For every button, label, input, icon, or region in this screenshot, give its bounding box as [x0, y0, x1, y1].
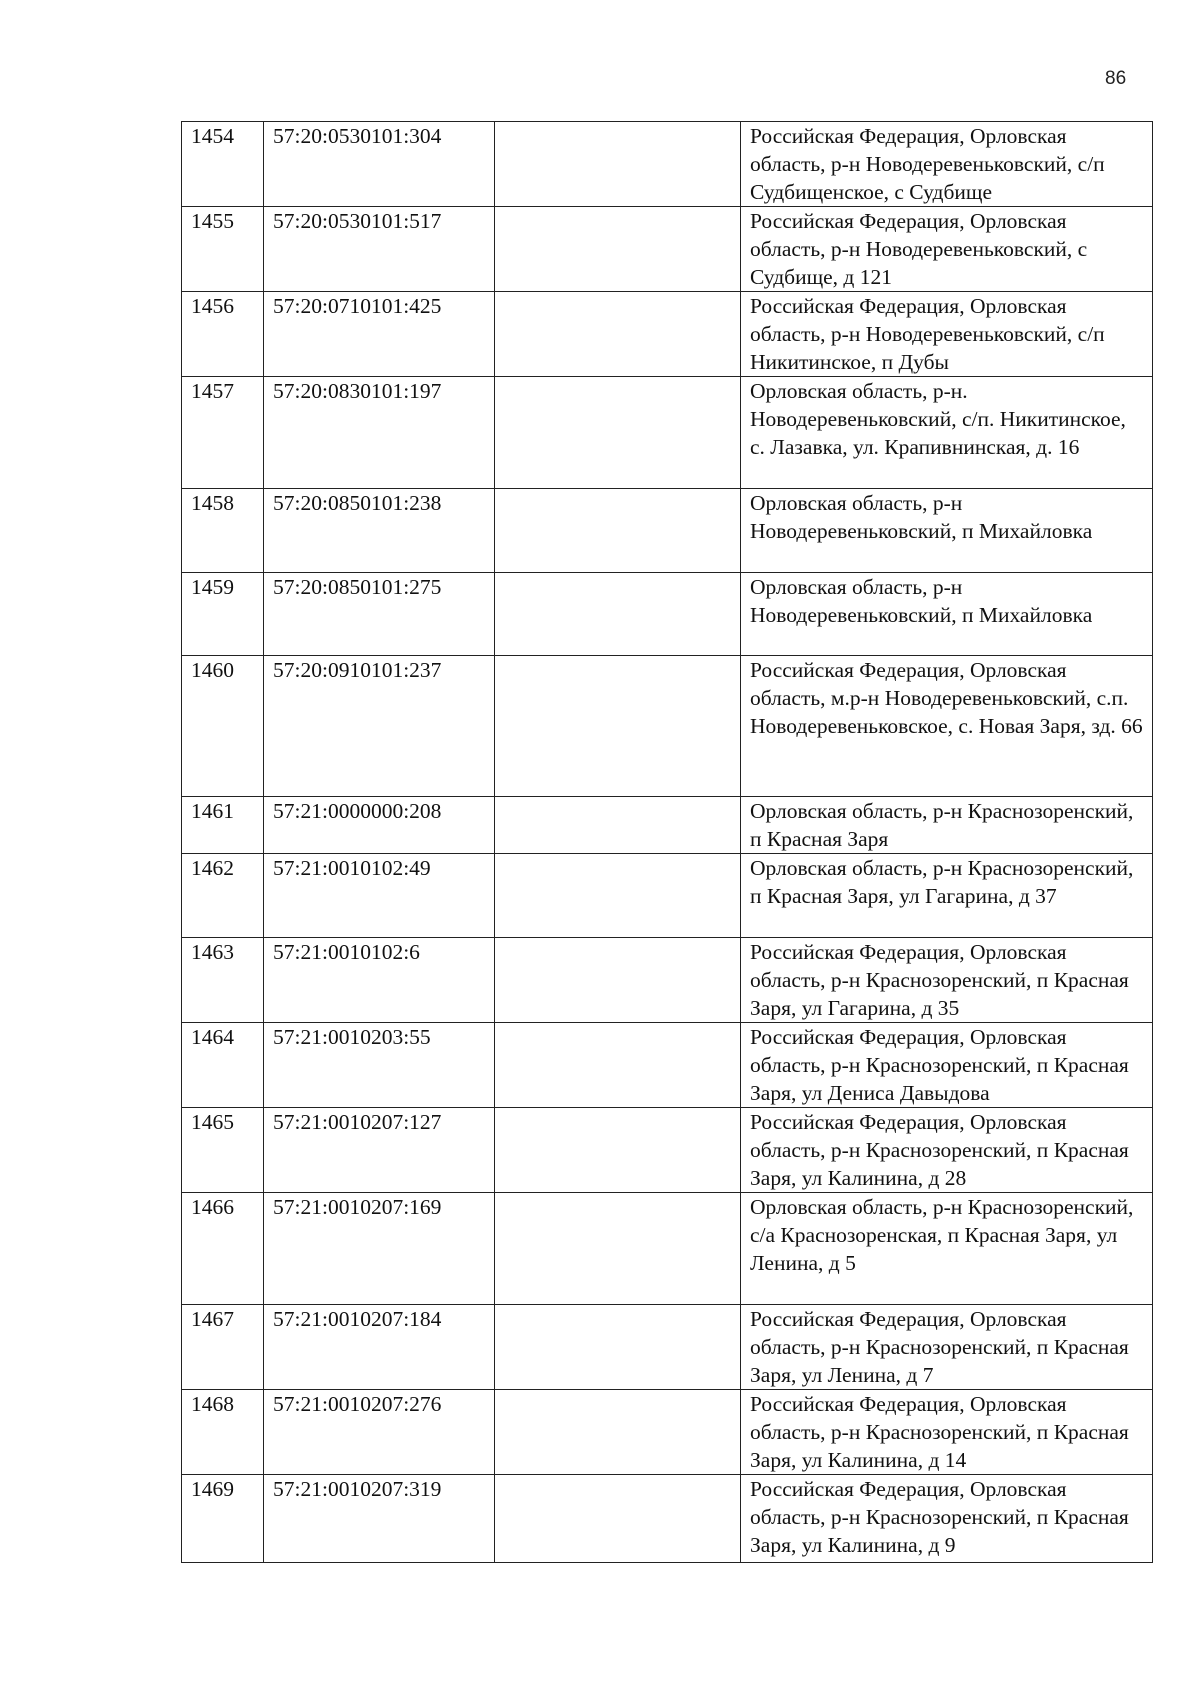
table-row: [182, 938, 1153, 1023]
table-row: [182, 1305, 1153, 1390]
table-row: [182, 1193, 1153, 1305]
page-number: 86: [1105, 68, 1127, 89]
address-cell: Российская Федерация, Орловская область, р-н Новодеревеньковский, с/п Судбищенское, с Судбище: [741, 122, 1153, 207]
registry-table-body: [182, 122, 1153, 1563]
address-cell: Орловская область, р-н Новодеревеньковский, п Михайловка: [741, 573, 1153, 656]
empty-cell: [495, 1305, 741, 1390]
cadastral-number-cell: 57:21:0010102:6: [264, 938, 495, 1023]
row-number-cell: 1464: [182, 1023, 264, 1108]
row-number-cell: 1462: [182, 854, 264, 938]
empty-cell: [495, 292, 741, 377]
row-number-cell: 1459: [182, 573, 264, 656]
cadastral-number-cell: 57:21:0010207:319: [264, 1475, 495, 1563]
row-number-cell: 1458: [182, 489, 264, 573]
row-number-cell: 1461: [182, 797, 264, 854]
empty-cell: [495, 122, 741, 207]
empty-cell: [495, 797, 741, 854]
row-number-cell: 1469: [182, 1475, 264, 1563]
cadastral-number-cell: 57:20:0830101:197: [264, 377, 495, 489]
row-number-cell: 1468: [182, 1390, 264, 1475]
address-cell: Российская Федерация, Орловская область, р-н Краснозоренский, п Красная Заря, ул Калинина, д 28: [741, 1108, 1153, 1193]
table-row: [182, 292, 1153, 377]
row-number-cell: 1455: [182, 207, 264, 292]
address-cell: Орловская область, р-н. Новодеревеньковский, с/п. Никитинское, с. Лазавка, ул. Крапивнинская, д. 16: [741, 377, 1153, 489]
address-cell: Российская Федерация, Орловская область, р-н Краснозоренский, п Красная Заря, ул Калинина, д 9: [741, 1475, 1153, 1563]
table-row: [182, 656, 1153, 797]
cadastral-number-cell: 57:21:0010102:49: [264, 854, 495, 938]
empty-cell: [495, 656, 741, 797]
address-cell: Российская Федерация, Орловская область, р-н Краснозоренский, п Красная Заря, ул Дениса Давыдова: [741, 1023, 1153, 1108]
table-row: [182, 854, 1153, 938]
empty-cell: [495, 489, 741, 573]
empty-cell: [495, 573, 741, 656]
address-cell: Орловская область, р-н Новодеревеньковский, п Михайловка: [741, 489, 1153, 573]
row-number-cell: 1460: [182, 656, 264, 797]
address-cell: Российская Федерация, Орловская область, р-н Новодеревеньковский, с Судбище, д 121: [741, 207, 1153, 292]
row-number-cell: 1454: [182, 122, 264, 207]
empty-cell: [495, 1023, 741, 1108]
cadastral-number-cell: 57:20:0530101:304: [264, 122, 495, 207]
cadastral-number-cell: 57:20:0910101:237: [264, 656, 495, 797]
empty-cell: [495, 938, 741, 1023]
cadastral-number-cell: 57:20:0530101:517: [264, 207, 495, 292]
address-cell: Орловская область, р-н Краснозоренский, с/а Краснозоренская, п Красная Заря, ул Ленина, д 5: [741, 1193, 1153, 1305]
address-cell: Российская Федерация, Орловская область, р-н Краснозоренский, п Красная Заря, ул Ленина, д 7: [741, 1305, 1153, 1390]
address-cell: Российская Федерация, Орловская область, м.р-н Новодеревеньковский, с.п. Новодеревеньковское, с. Новая Заря, зд. 66: [741, 656, 1153, 797]
empty-cell: [495, 1475, 741, 1563]
cadastral-number-cell: 57:21:0010207:276: [264, 1390, 495, 1475]
address-cell: Российская Федерация, Орловская область, р-н Краснозоренский, п Красная Заря, ул Гагарина, д 35: [741, 938, 1153, 1023]
empty-cell: [495, 1108, 741, 1193]
cadastral-number-cell: 57:21:0010207:184: [264, 1305, 495, 1390]
cadastral-number-cell: 57:20:0850101:238: [264, 489, 495, 573]
empty-cell: [495, 207, 741, 292]
cadastral-number-cell: 57:21:0010203:55: [264, 1023, 495, 1108]
table-row: [182, 377, 1153, 489]
registry-table: [181, 121, 1153, 1563]
table-row: [182, 122, 1153, 207]
address-cell: Орловская область, р-н Краснозоренский, п Красная Заря: [741, 797, 1153, 854]
table-row: [182, 207, 1153, 292]
address-cell: Российская Федерация, Орловская область, р-н Новодеревеньковский, с/п Никитинское, п Дубы: [741, 292, 1153, 377]
row-number-cell: 1465: [182, 1108, 264, 1193]
table-row: [182, 1390, 1153, 1475]
cadastral-number-cell: 57:21:0010207:127: [264, 1108, 495, 1193]
cadastral-number-cell: 57:20:0710101:425: [264, 292, 495, 377]
empty-cell: [495, 1390, 741, 1475]
table-row: [182, 1475, 1153, 1563]
empty-cell: [495, 1193, 741, 1305]
row-number-cell: 1467: [182, 1305, 264, 1390]
cadastral-number-cell: 57:20:0850101:275: [264, 573, 495, 656]
row-number-cell: 1466: [182, 1193, 264, 1305]
table-row: [182, 797, 1153, 854]
table-row: [182, 573, 1153, 656]
address-cell: Российская Федерация, Орловская область, р-н Краснозоренский, п Красная Заря, ул Калинина, д 14: [741, 1390, 1153, 1475]
table-row: [182, 489, 1153, 573]
empty-cell: [495, 854, 741, 938]
address-cell: Орловская область, р-н Краснозоренский, п Красная Заря, ул Гагарина, д 37: [741, 854, 1153, 938]
cadastral-number-cell: 57:21:0000000:208: [264, 797, 495, 854]
row-number-cell: 1457: [182, 377, 264, 489]
row-number-cell: 1456: [182, 292, 264, 377]
cadastral-number-cell: 57:21:0010207:169: [264, 1193, 495, 1305]
table-row: [182, 1108, 1153, 1193]
row-number-cell: 1463: [182, 938, 264, 1023]
empty-cell: [495, 377, 741, 489]
table-row: [182, 1023, 1153, 1108]
